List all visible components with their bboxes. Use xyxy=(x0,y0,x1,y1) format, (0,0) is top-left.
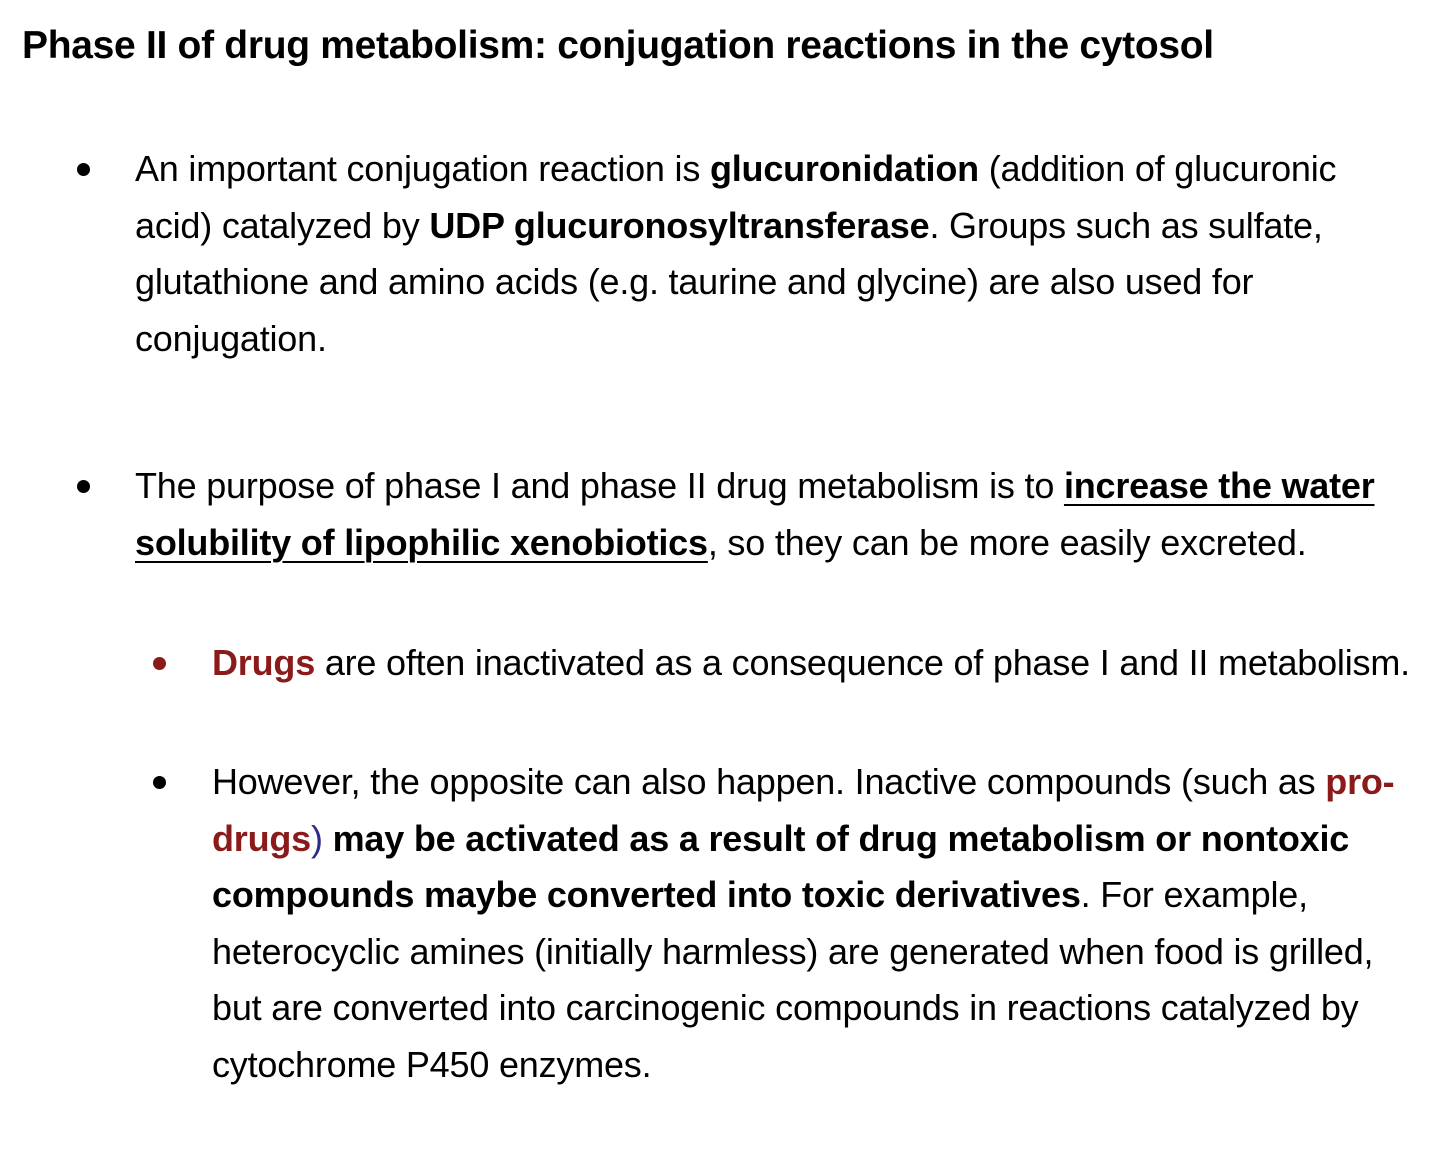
term-udp-glucuronosyltransferase: UDP glucuronosyltransferase xyxy=(429,204,930,246)
subbullet-dot xyxy=(153,776,166,789)
text-run: (addition of glucuronic acid) catalyzed by xyxy=(135,148,1337,246)
bullet-dot xyxy=(77,480,90,493)
slide-title: Phase II of drug metabolism: conjugation reactions in the cytosol xyxy=(22,24,1214,67)
bullet-text xyxy=(135,458,1420,571)
text-run: An important conjugation reaction is xyxy=(135,148,710,189)
text-run: are often inactivated as a consequence of phase I and II metabolism. xyxy=(315,642,1410,683)
text-run: . For example, heterocyclic amines (initially harmless) are generated when food is grilled, but are converted into carcinogenic compounds in reactions catalyzed by cytochrome P450 enzymes. xyxy=(212,874,1374,1085)
text-run: The purpose of phase I and phase II drug metabolism is to xyxy=(135,465,1064,506)
term-activated-toxic: may be activated as a result of drug metabolism or nontoxic compounds maybe converted into toxic derivatives xyxy=(212,817,1350,915)
text-run: ) xyxy=(311,817,323,859)
text-run: , so they can be more easily excreted. xyxy=(707,521,1307,563)
bullet-text xyxy=(135,141,1420,367)
term-glucuronidation: glucuronidation xyxy=(709,148,979,189)
text-run: However, the opposite can also happen. Inactive compounds (such as xyxy=(212,761,1326,802)
text-run xyxy=(323,818,333,859)
text-run: . Groups such as sulfate, glutathione and amino acids (e.g. taurine and glycine) are also used for conjugation. xyxy=(135,204,1323,359)
subbullet-text xyxy=(212,635,1422,692)
subbullet-text xyxy=(212,754,1422,1093)
subbullet-dot xyxy=(153,657,166,670)
term-pro-drugs: pro-drugs xyxy=(212,761,1395,859)
bullet-dot xyxy=(77,163,90,176)
term-drugs: Drugs xyxy=(212,642,316,683)
term-increase-water-solubility: increase the water solubility of lipophilic xenobiotics xyxy=(135,465,1375,563)
